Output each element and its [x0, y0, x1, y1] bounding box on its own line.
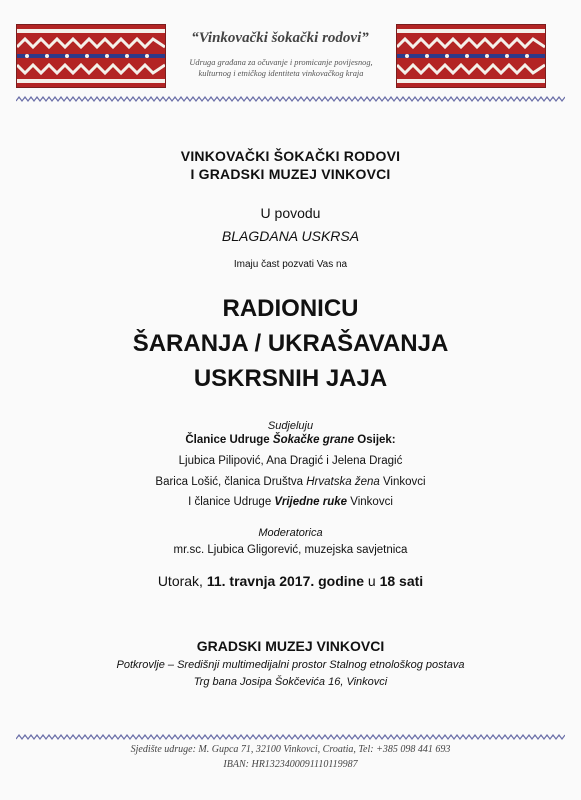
footer-iban: IBAN: HR1323400091110119987	[223, 759, 358, 770]
association-subtitle-line-1: Udruga građana za očuvanje i promicanje povijesnog,	[189, 58, 373, 67]
participant-line-1	[0, 434, 581, 446]
datetime-day: Utorak,	[157, 573, 207, 589]
association-subtitle	[168, 57, 394, 79]
folk-embroidery-band-right	[396, 24, 546, 88]
event-datetime	[0, 573, 581, 589]
occasion-holiday: BLAGDANA USKRSA	[221, 228, 360, 244]
embroidery-pattern-icon	[17, 25, 165, 87]
moderator-label: Moderatorica	[258, 527, 323, 539]
participant-line-1-text-a: Članice Udruge	[185, 434, 273, 446]
venue-name: GRADSKI MUZEJ VINKOVCI	[196, 638, 385, 654]
footer-address: Sjedište udruge: M. Gupca 71, 32100 Vinkovci, Croatia, Tel: +385 098 441 693	[130, 744, 451, 755]
venue-location: Potkrovlje – Središnji multimedijalni prostor Stalnog etnološkog postava	[116, 659, 465, 671]
datetime-time: 18 sati	[379, 573, 424, 589]
datetime-connector: u	[364, 573, 380, 589]
participant-line-3-org: Hrvatska žena	[306, 476, 380, 488]
participant-line-4-text-a: I članice Udruge	[188, 496, 275, 508]
association-title: “Vinkovački šokački rodovi”	[191, 30, 369, 46]
participant-line-3-text-a: Barica Lošić, članica Društva	[155, 476, 307, 488]
participant-line-3-text-c: Vinkovci	[379, 476, 426, 488]
venue-address: Trg bana Josipa Šokčevića 16, Vinkovci	[193, 676, 388, 688]
organizer-line-2: I GRADSKI MUZEJ VINKOVCI	[190, 166, 391, 182]
event-title-line-3: USKRSNIH JAJA	[193, 365, 388, 392]
letterhead	[0, 0, 581, 110]
participant-line-4-org: Vrijedne ruke	[274, 496, 348, 508]
moderator-name: mr.sc. Ljubica Gligorević, muzejska savjetnica	[173, 544, 408, 556]
datetime-date: 11. travnja 2017. godine	[206, 573, 365, 589]
event-title-line-2: ŠARANJA / UKRAŠAVANJA	[132, 330, 449, 357]
organizer-line-1: VINKOVAČKI ŠOKAČKI RODOVI	[180, 148, 401, 164]
participant-line-3	[0, 476, 581, 488]
participant-line-2: Ljubica Pilipović, Ana Dragić i Jelena Dragić	[178, 455, 403, 467]
participant-line-1-org: Šokačke grane	[272, 434, 355, 446]
folk-embroidery-band-left	[16, 24, 166, 88]
association-subtitle-line-2: kulturnog i etničkog identiteta vinkovačkog kraja	[198, 69, 364, 78]
embroidery-pattern-icon	[397, 25, 545, 87]
participant-line-4-text-c: Vinkovci	[347, 496, 393, 508]
decorative-zigzag-divider-bottom	[16, 733, 565, 741]
participant-line-4	[0, 496, 581, 508]
decorative-zigzag-divider	[16, 95, 565, 103]
participant-line-1-text-c: Osijek:	[354, 434, 396, 446]
event-title-line-1: RADIONICU	[222, 295, 359, 322]
participants-label: Sudjeluju	[267, 420, 314, 432]
invitation-phrase: Imaju čast pozvati Vas na	[233, 259, 348, 270]
occasion-prefix: U povodu	[260, 205, 321, 221]
